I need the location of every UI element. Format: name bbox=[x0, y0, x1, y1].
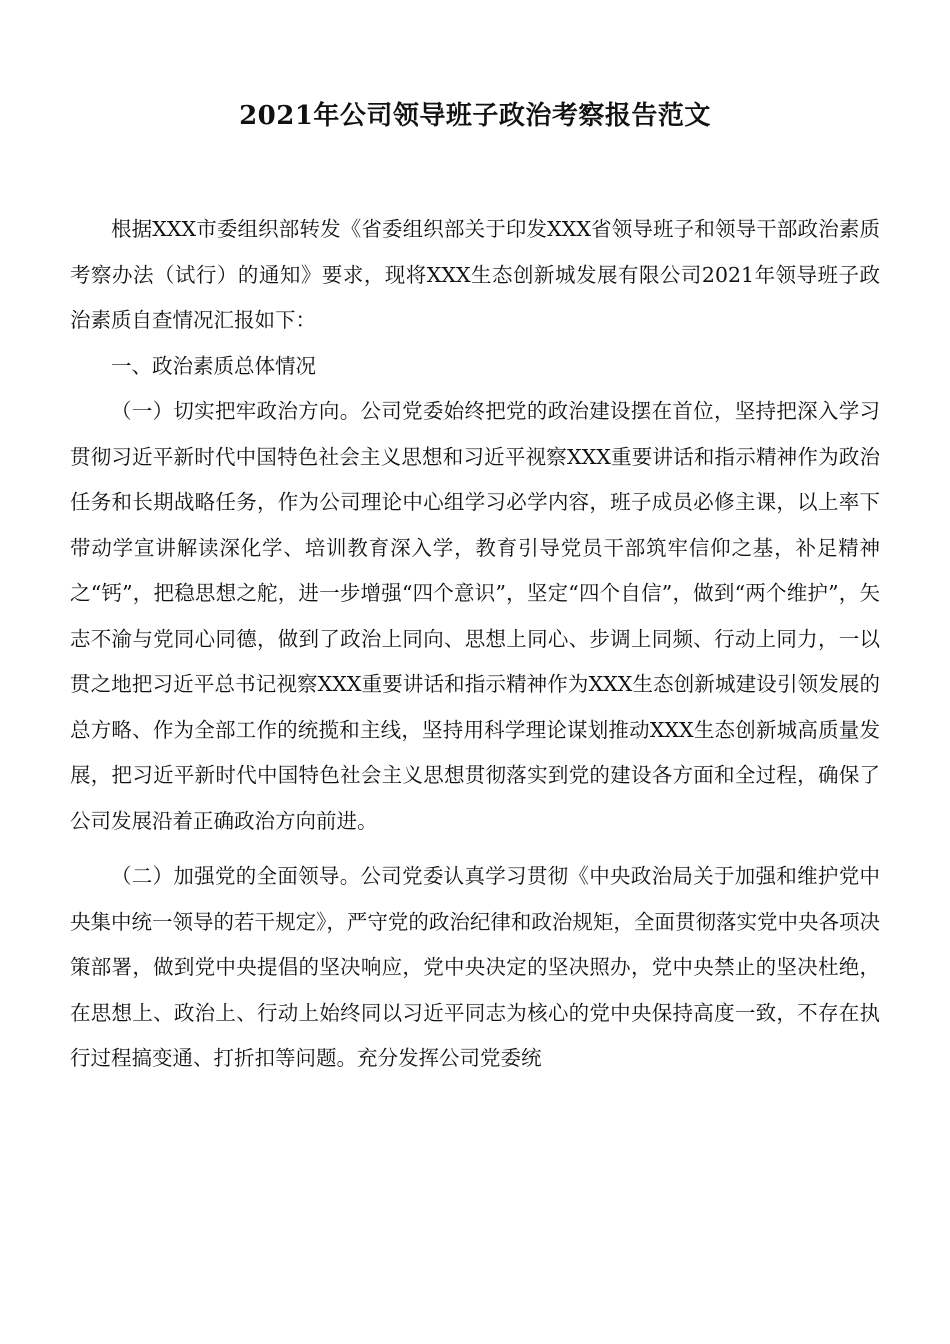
paragraph-political-direction: （一）切实把牢政治方向。公司党委始终把党的政治建设摆在首位，坚持把深入学习贯彻习近平新时代中国特色社会主义思想和习近平视察XXX重要讲话和指示精神作为政治任务和长期战略任务，作为公司理论中心组学习必学内容，班子成员必修主课，以上率下带动学宣讲解读深化学、培训教育深入学，教育引导党员干部筑牢信仰之基，补足精神之“钙”，把稳思想之舵，进一步增强“四个意识”，坚定“四个自信”，做到“两个维护”，矢志不渝与党同心同德，做到了政治上同向、思想上同心、步调上同频、行动上同力，一以贯之地把习近平总书记视察XXX重要讲话和指示精神作为XXX生态创新城建设引领发展的总方略、作为全部工作的统揽和主线，坚持用科学理论谋划推动XXX生态创新城高质量发展，把习近平新时代中国特色社会主义思想贯彻落实到党的建设各方面和全过程，确保了公司发展沿着正确政治方向前进。 bbox=[70, 399, 880, 833]
intro-paragraph: 根据XXX市委组织部转发《省委组织部关于印发XXX省领导班子和领导干部政治素质考察办法（试行）的通知》要求，现将XXX生态创新城发展有限公司2021年领导班子政治素质自查情况汇报如下： bbox=[70, 217, 880, 332]
document-body bbox=[70, 207, 880, 1082]
section-heading-1: 一、政治素质总体情况 bbox=[111, 353, 316, 378]
document-title: 2021年公司领导班子政治考察报告范文 bbox=[239, 101, 711, 131]
paragraph-party-leadership: （二）加强党的全面领导。公司党委认真学习贯彻《中央政治局关于加强和维护党中央集中统一领导的若干规定》，严守党的政治纪律和政治规矩，全面贯彻落实党中央各项决策部署，做到党中央提倡的坚决响应，党中央决定的坚决照办，党中央禁止的坚决杜绝，在思想上、政治上、行动上始终同以习近平同志为核心的党中央保持高度一致，不存在执行过程搞变通、打折扣等问题。充分发挥公司党委统 bbox=[70, 864, 880, 1070]
